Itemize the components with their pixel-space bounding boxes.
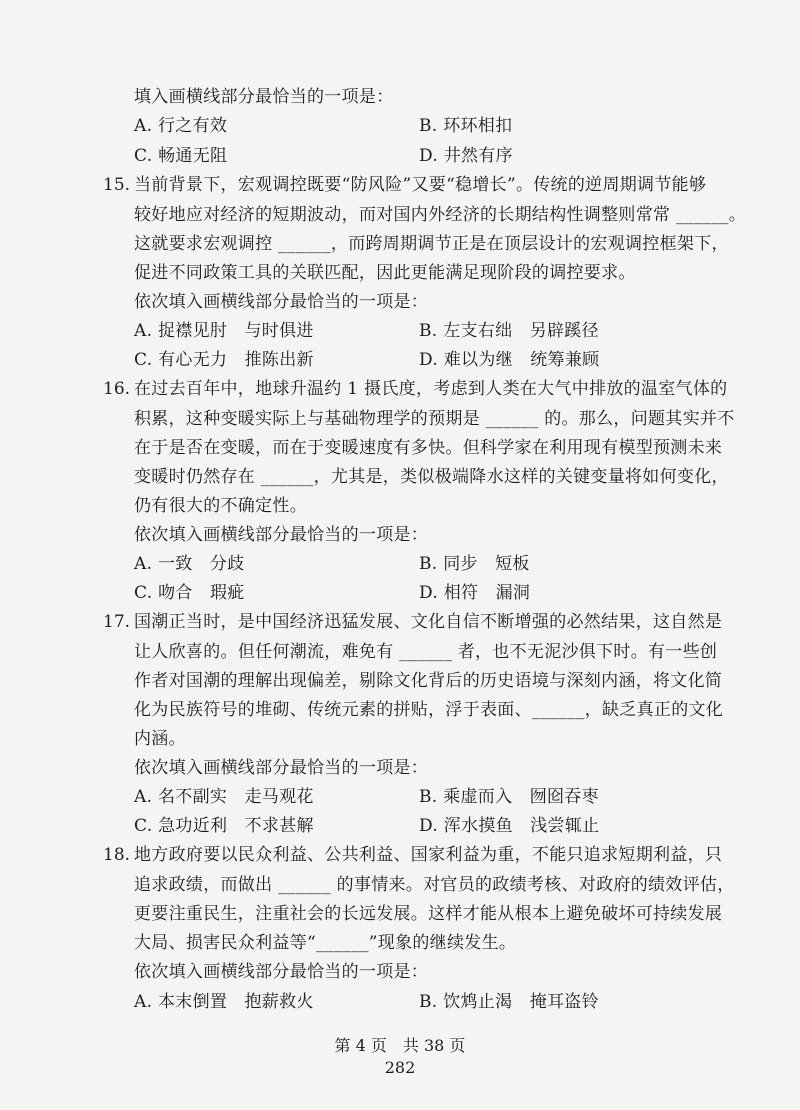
option-b: B. 乘虚而入 囫囵吞枣 xyxy=(419,787,599,807)
option-c: C. 有心无力 推陈出新 xyxy=(134,350,314,370)
question-text-line: 这就要求宏观调控 ______，而跨周期调节正是在顶层设计的宏观调控框架下， xyxy=(134,234,729,254)
option-d: D. 井然有序 xyxy=(419,146,513,166)
option-a: A. 行之有效 xyxy=(134,116,228,136)
question-prompt: 依次填入画横线部分最恰当的一项是： xyxy=(134,525,429,545)
question-number: 15. xyxy=(103,175,131,195)
question-text-line: 在过去百年中，地球升温约 1 摄氏度，考虑到人类在大气中排放的温室气体的 xyxy=(134,379,728,399)
option-a: A. 一致 分歧 xyxy=(134,554,245,574)
page-label: 第 4 页 共 38 页 xyxy=(334,1036,466,1055)
question-text-line: 追求政绩，而做出 ______ 的事情来。对官员的政绩考核、对政府的绩效评估， xyxy=(134,875,735,895)
question-text-line: 大局、损害民众利益等“______”现象的继续发生。 xyxy=(134,933,517,953)
option-b: B. 同步 短板 xyxy=(419,554,530,574)
page-number: 282 xyxy=(384,1058,416,1077)
option-a: A. 本末倒置 抱薪救火 xyxy=(134,992,314,1012)
question-number: 18. xyxy=(103,845,131,865)
option-a: A. 名不副实 走马观花 xyxy=(134,787,314,807)
option-a: A. 捉襟见肘 与时俱进 xyxy=(134,321,314,341)
question-text-line: 作者对国潮的理解出现偏差，剔除文化背后的历史语境与深刻内涵，将文化简 xyxy=(134,671,723,691)
option-d: D. 难以为继 统筹兼顾 xyxy=(419,350,600,370)
option-b: B. 饮鸩止渴 掩耳盗铃 xyxy=(419,992,599,1012)
question-text-line: 仍有很大的不确定性。 xyxy=(134,496,307,516)
option-b: B. 左支右绌 另辟蹊径 xyxy=(419,321,599,341)
question-prompt: 填入画横线部分最恰当的一项是： xyxy=(134,87,394,107)
question-text-line: 国潮正当时，是中国经济迅猛发展、文化自信不断增强的必然结果，这自然是 xyxy=(134,612,723,632)
question-text-line: 促进不同政策工具的关联匹配，因此更能满足现阶段的调控要求。 xyxy=(134,263,636,283)
option-c: C. 急功近利 不求甚解 xyxy=(134,816,314,836)
question-text-line: 变暖时仍然存在 ______，尤其是，类似极端降水这样的关键变量将如何变化， xyxy=(134,467,729,487)
question-text-line: 当前背景下，宏观调控既要“防风险”又要“稳增长”。传统的逆周期调节能够 xyxy=(134,175,707,195)
question-prompt: 依次填入画横线部分最恰当的一项是： xyxy=(134,962,429,982)
option-b: B. 环环相扣 xyxy=(419,116,513,136)
question-prompt: 依次填入画横线部分最恰当的一项是： xyxy=(134,758,429,778)
option-d: D. 浑水摸鱼 浅尝辄止 xyxy=(419,816,600,836)
question-text-line: 内涵。 xyxy=(134,729,186,749)
question-text-line: 地方政府要以民众利益、公共利益、国家利益为重，不能只追求短期利益，只 xyxy=(134,845,723,865)
question-text-line: 积累，这种变暖实际上与基础物理学的预期是 ______ 的。那么，问题其实并不 xyxy=(134,409,735,429)
option-d: D. 相符 漏洞 xyxy=(419,583,531,603)
question-text-line: 更要注重民生，注重社会的长远发展。这样才能从根本上避免破坏可持续发展 xyxy=(134,904,723,924)
question-text-line: 让人欣喜的。但任何潮流，难免有 ______ 者，也不无泥沙俱下时。有一些创 xyxy=(134,642,718,662)
question-number: 17. xyxy=(103,612,131,632)
question-number: 16. xyxy=(103,379,131,399)
question-text-line: 化为民族符号的堆砌、传统元素的拼贴，浮于表面、______，缺乏真正的文化 xyxy=(134,700,724,720)
question-text-line: 在于是否在变暖，而在于变暖速度有多快。但科学家在利用现有模型预测未来 xyxy=(134,438,723,458)
option-c: C. 吻合 瑕疵 xyxy=(134,583,245,603)
question-text-line: 较好地应对经济的短期波动，而对国内外经济的长期结构性调整则常常 ______。 xyxy=(134,205,747,225)
question-prompt: 依次填入画横线部分最恰当的一项是： xyxy=(134,292,429,312)
option-c: C. 畅通无阻 xyxy=(134,146,228,166)
